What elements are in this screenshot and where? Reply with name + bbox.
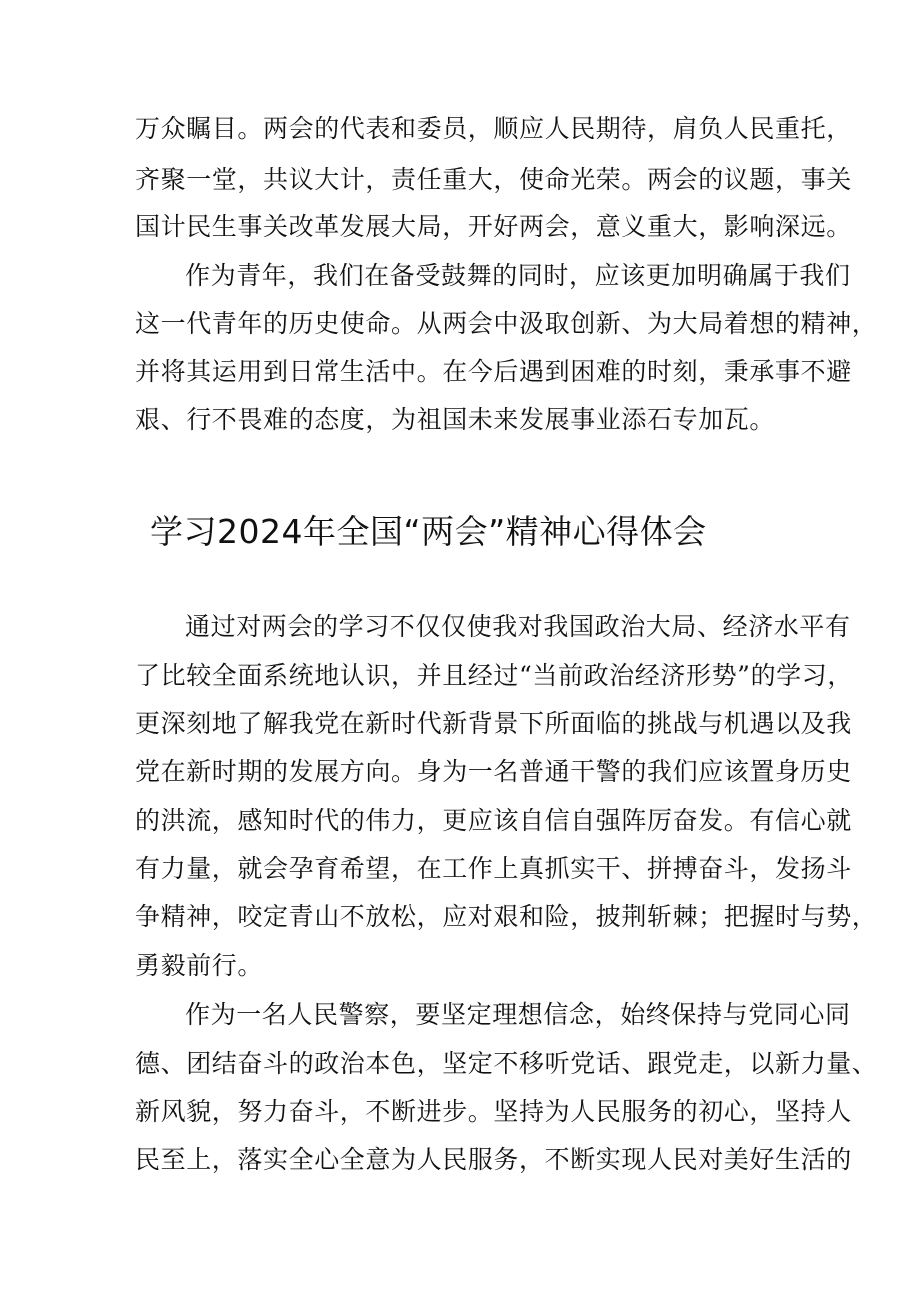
text-line: 并将其运用到日常生活中。在今后遇到困难的时刻，秉承事不避 [135, 357, 852, 386]
text-line: 有力量，就会孕育希望，在工作上真抓实干、拼搏奋斗，发扬斗 [135, 854, 852, 883]
text-line: 新风貌，努力奋斗，不断进步。坚持为人民服务的初心，坚持人 [135, 1097, 852, 1126]
text-line: 更深刻地了解我党在新时代新背景下所面临的挑战与机遇以及我 [135, 709, 852, 738]
text-line: 了比较全面系统地认识，并且经过“当前政治经济形势”的学习， [135, 661, 853, 690]
text-line: 艰、行不畏难的态度，为祖国未来发展事业添石专加瓦。 [135, 405, 776, 434]
text-line: 争精神，咬定青山不放松，应对艰和险，披荆斩棘；把握时与势， [135, 902, 878, 931]
text-line: 德、团结奋斗的政治本色，坚定不移听党话、跟党走，以新力量、 [135, 1049, 878, 1078]
text-line: 的洪流，感知时代的伟力，更应该自信自强阵厉奋发。有信心就 [135, 806, 852, 835]
text-line: 这一代青年的历史使命。从两会中汲取创新、为大局着想的精神， [135, 309, 878, 338]
text-line: 作为青年，我们在备受鼓舞的同时，应该更加明确属于我们 [185, 261, 851, 290]
text-line: 民至上，落实全心全意为人民服务，不断实现人民对美好生活的 [135, 1145, 852, 1174]
text-line: 作为一名人民警察，要坚定理想信念，始终保持与党同心同 [185, 1000, 851, 1029]
text-line: 国计民生事关改革发展大局，开好两会，意义重大，影响深远。 [135, 212, 852, 241]
section-title: 学习2024年全国“两会”精神心得体会 [150, 512, 707, 551]
text-line: 党在新时期的发展方向。身为一名普通干警的我们应该置身历史 [135, 757, 852, 786]
text-line: 勇毅前行。 [135, 951, 264, 980]
text-line: 齐聚一堂，共议大计，责任重大，使命光荣。两会的议题，事关 [135, 165, 852, 194]
text-line: 万众瞩目。两会的代表和委员，顺应人民期待，肩负人民重托， [135, 114, 852, 143]
text-line: 通过对两会的学习不仅仅使我对我国政治大局、经济水平有 [185, 612, 851, 641]
